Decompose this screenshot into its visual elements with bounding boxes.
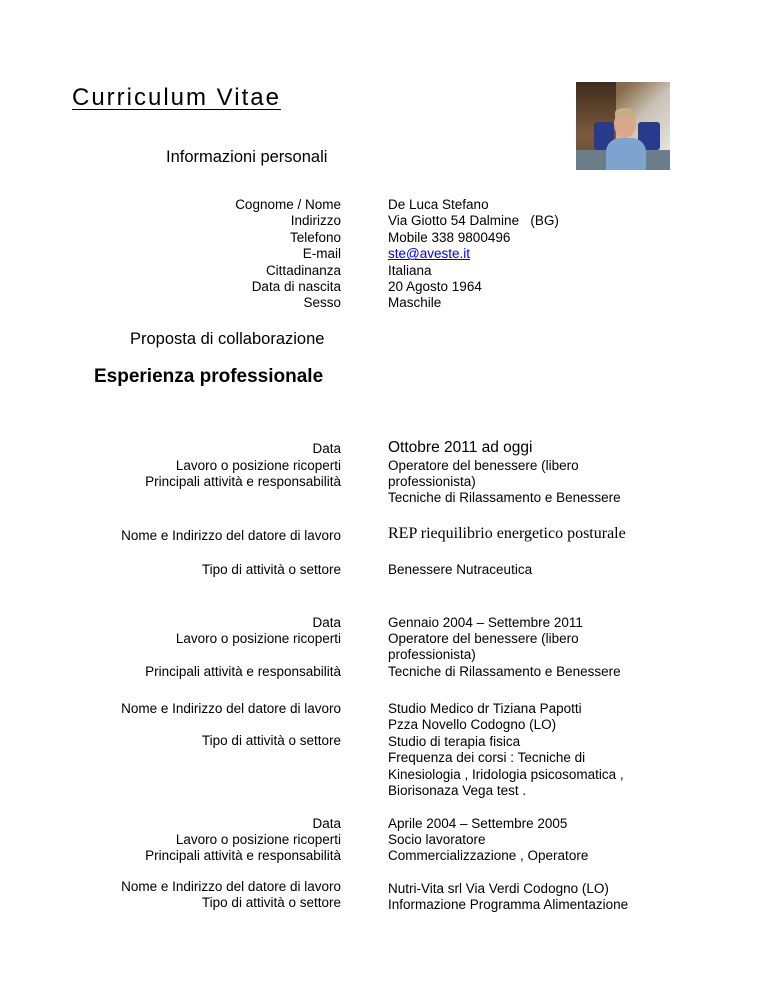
exp3-sector-value: Informazione Programma Alimentazione — [388, 897, 629, 912]
exp3-role-label: Lavoro o posizione ricoperti — [175, 832, 341, 847]
label-citizenship: Cittadinanza — [265, 262, 341, 278]
exp2-role-label: Lavoro o posizione ricoperti — [175, 631, 341, 646]
exp3-date-value: Aprile 2004 – Settembre 2005 — [388, 816, 568, 831]
profile-photo — [576, 82, 670, 170]
personal-labels — [235, 197, 341, 312]
exp2-sector-label: Tipo di attività o settore — [201, 733, 341, 748]
exp1-role-label: Lavoro o posizione ricoperti — [175, 458, 341, 473]
exp3-role-value: Socio lavoratore — [388, 832, 486, 847]
exp2-activities-label: Principali attività e responsabilità — [145, 664, 341, 679]
value-address: Via Giotto 54 Dalmine (BG) — [388, 213, 559, 229]
exp3-date-label: Data — [312, 816, 341, 831]
label-birthdate: Data di nascita — [251, 279, 341, 295]
label-email: E-mail — [302, 246, 341, 262]
label-phone: Telefono — [289, 229, 341, 245]
personal-values — [388, 197, 559, 312]
exp2-sector-line1: Studio di terapia fisica — [388, 733, 521, 749]
exp3-employer-label: Nome e Indirizzo del datore di lavoro — [121, 879, 341, 894]
exp1-sector-label: Tipo di attività o settore — [201, 562, 341, 577]
exp1-role-value — [388, 458, 579, 491]
exp2-activities-value: Tecniche di Rilassamento e Benessere — [388, 664, 621, 679]
exp2-employer-value — [388, 701, 624, 799]
exp2-role-value — [388, 631, 579, 664]
email-link[interactable]: ste@aveste.it — [388, 246, 470, 262]
value-birthdate: 20 Agosto 1964 — [388, 279, 482, 295]
exp2-date-label: Data — [312, 615, 341, 630]
value-name: De Luca Stefano — [388, 197, 489, 212]
document-title: Curriculum Vitae — [72, 84, 281, 111]
exp3-activities-label: Principali attività e responsabilità — [145, 848, 341, 863]
value-citizenship: Italiana — [388, 262, 432, 278]
proposal-heading: Proposta di collaborazione — [130, 330, 325, 348]
exp3-sector-label: Tipo di attività o settore — [201, 895, 341, 910]
exp2-sector-line2: Frequenza dei corsi : Tecniche di — [388, 750, 586, 766]
exp1-activities-label: Principali attività e responsabilità — [145, 474, 341, 489]
exp2-employer-line2: Pzza Novello Codogno (LO) — [388, 717, 557, 733]
exp2-role-line2: professionista) — [388, 647, 476, 663]
exp2-employer-label: Nome e Indirizzo del datore di lavoro — [121, 701, 341, 716]
value-sex: Maschile — [388, 295, 442, 311]
exp1-activities-value: Tecniche di Rilassamento e Benessere — [388, 490, 621, 505]
experience-heading: Esperienza professionale — [94, 366, 324, 387]
exp1-role-line1: Operatore del benessere (libero — [388, 458, 579, 473]
exp2-date-value: Gennaio 2004 – Settembre 2011 — [388, 615, 583, 630]
exp1-employer-value: REP riequilibrio energetico posturale — [388, 525, 626, 542]
exp1-date-label: Data — [312, 441, 341, 456]
personal-info-heading: Informazioni personali — [166, 148, 328, 166]
exp1-sector-value: Benessere Nutraceutica — [388, 562, 533, 577]
value-phone: Mobile 338 9800496 — [388, 229, 511, 245]
exp1-employer-label: Nome e Indirizzo del datore di lavoro — [121, 528, 341, 543]
exp2-sector-line4: Biorisonaza Vega test . — [388, 783, 527, 799]
exp3-employer-value: Nutri-Vita srl Via Verdi Codogno (LO) — [388, 881, 609, 896]
exp3-activities-value: Commercializzazione , Operatore — [388, 848, 589, 863]
exp2-role-line1: Operatore del benessere (libero — [388, 631, 579, 646]
label-address: Indirizzo — [290, 213, 341, 229]
label-name: Cognome / Nome — [235, 197, 341, 212]
exp2-sector-line3: Kinesiologia , Iridologia psicosomatica , — [388, 766, 624, 782]
label-sex: Sesso — [303, 295, 341, 311]
exp1-date-value: Ottobre 2011 ad oggi — [388, 439, 533, 456]
exp2-employer-line1: Studio Medico dr Tiziana Papotti — [388, 701, 582, 716]
exp1-role-line2: professionista) — [388, 474, 476, 490]
